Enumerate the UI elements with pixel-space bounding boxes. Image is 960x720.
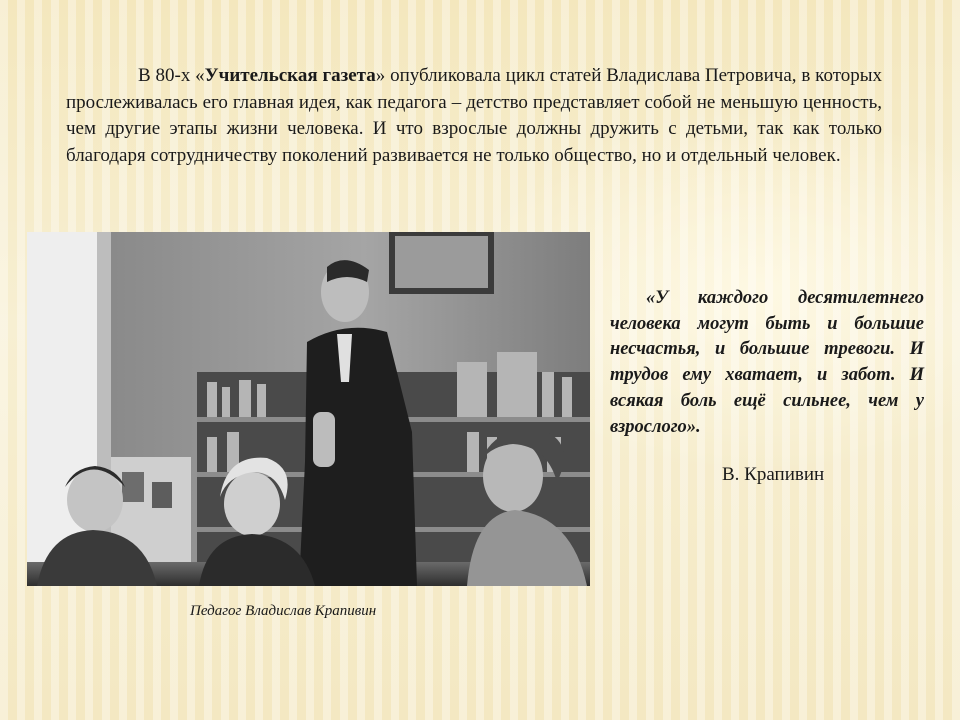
teacher-photo [27, 232, 590, 586]
photo-caption: Педагог Владислав Крапивин [190, 603, 377, 619]
article-paragraph [66, 63, 882, 169]
newspaper-name: Учительская газета [204, 65, 376, 86]
article-body: » опубликовала цикл статей Владислава Петровича, в которых прослеживалась его главная идея, как педагога – детство представляет собой не меньшую ценность, чем другие этапы жизни человека. И что взрослые должны дружить с детьми, так как только благодаря сотрудничеству поколений развивается не только общество, но и отдельный человек. [66, 65, 883, 166]
quote-text: «У каждого десятилетнего человека могут быть и большие несчастья, и большие тревоги. И трудов ему хватает, и забот. И всякая боль ещё сильнее, чем у взрослого». [610, 288, 924, 437]
quote-block [610, 286, 924, 440]
quote-author: В. Крапивин [722, 464, 825, 485]
article-prefix: В 80-х « [138, 65, 205, 86]
photo-image [27, 232, 590, 586]
